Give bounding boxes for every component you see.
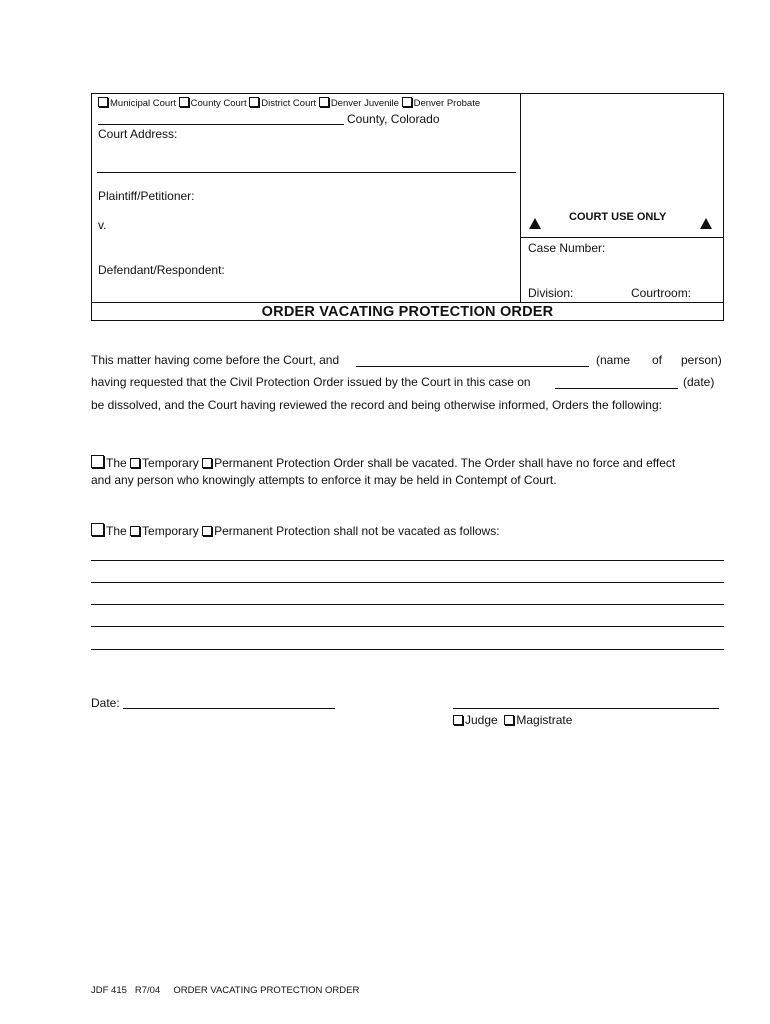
signature-date-field[interactable] <box>123 708 335 709</box>
order-date-field[interactable] <box>555 388 678 389</box>
name-label: (name <box>596 353 631 367</box>
county-name-field[interactable] <box>98 124 344 125</box>
form-number: JDF 415 <box>91 985 127 996</box>
municipal-court-label: Municipal Court <box>110 98 176 109</box>
footer-form-title: ORDER VACATING PROTECTION ORDER <box>173 985 360 996</box>
magistrate-label: Magistrate <box>516 713 573 727</box>
municipal-court-checkbox[interactable] <box>98 97 108 107</box>
defendant-label: Defendant/Respondent: <box>98 263 225 277</box>
court-address-label: Court Address: <box>98 127 178 141</box>
form-revision: R7/04 <box>134 985 161 996</box>
explanation-line-5[interactable] <box>91 649 724 650</box>
footer <box>91 985 359 996</box>
of-label: of <box>652 353 663 367</box>
title-rule <box>91 302 724 303</box>
body-line-1-text: This matter having come before the Court, and <box>91 353 340 367</box>
vacate-temporary-checkbox[interactable] <box>130 458 140 468</box>
court-use-rule <box>520 237 724 238</box>
magistrate-checkbox[interactable] <box>504 715 514 725</box>
signature-date-label: Date: <box>91 696 120 710</box>
case-number-label: Case Number: <box>528 241 606 255</box>
explanation-line-1[interactable] <box>91 560 724 561</box>
vacate-permanent-text: Permanent Protection Order shall be vacated. The Order shall have no force and effect <box>214 456 676 470</box>
caption-box <box>91 93 724 321</box>
denver-juvenile-label: Denver Juvenile <box>330 98 399 109</box>
denver-juvenile-checkbox[interactable] <box>319 97 329 107</box>
versus-label: v. <box>98 218 107 232</box>
not-vacate-temporary-label: Temporary <box>142 524 199 538</box>
court-use-only-label: COURT USE ONLY <box>569 211 667 223</box>
vacate-line-2: and any person who knowingly attempts to enforce it may be held in Contempt of Court. <box>91 473 557 487</box>
option-vacate <box>91 455 675 470</box>
explanation-line-3[interactable] <box>91 604 724 605</box>
date-label: (date) <box>683 375 715 389</box>
not-vacate-permanent-text: Permanent Protection shall not be vacated as follows: <box>214 524 500 538</box>
document-title: ORDER VACATING PROTECTION ORDER <box>261 304 554 320</box>
not-vacate-temporary-checkbox[interactable] <box>130 526 140 536</box>
vacate-checkbox[interactable] <box>91 455 104 468</box>
signer-role-row <box>453 713 572 727</box>
body-line-3-text: be dissolved, and the Court having reviewed the record and being otherwise informed, Orders the following: <box>91 398 662 412</box>
denver-probate-checkbox[interactable] <box>402 97 412 107</box>
vacate-the-label: The <box>106 456 127 470</box>
triangle-up-icon <box>529 218 541 229</box>
county-suffix: County, Colorado <box>347 112 440 126</box>
option-not-vacate <box>91 523 500 538</box>
explanation-line-2[interactable] <box>91 582 724 583</box>
triangle-up-icon <box>700 218 712 229</box>
judge-label: Judge <box>465 713 498 727</box>
explanation-line-4[interactable] <box>91 626 724 627</box>
division-label: Division: <box>528 286 574 300</box>
caption-divider <box>520 93 521 303</box>
district-court-label: District Court <box>261 98 317 109</box>
person-label: person) <box>681 353 722 367</box>
court-type-row <box>98 97 480 109</box>
body-line-2-text: having requested that the Civil Protection Order issued by the Court in this case on <box>91 375 531 389</box>
district-court-checkbox[interactable] <box>249 97 259 107</box>
county-court-checkbox[interactable] <box>179 97 189 107</box>
signature-field[interactable] <box>453 708 719 709</box>
not-vacate-checkbox[interactable] <box>91 523 104 536</box>
person-name-field[interactable] <box>356 366 589 367</box>
vacate-permanent-checkbox[interactable] <box>202 458 212 468</box>
not-vacate-permanent-checkbox[interactable] <box>202 526 212 536</box>
vacate-temporary-label: Temporary <box>142 456 199 470</box>
denver-probate-label: Denver Probate <box>413 98 481 109</box>
judge-checkbox[interactable] <box>453 715 463 725</box>
county-court-label: County Court <box>190 98 247 109</box>
courtroom-label: Courtroom: <box>631 286 692 300</box>
plaintiff-label: Plaintiff/Petitioner: <box>98 189 195 203</box>
not-vacate-the-label: The <box>106 524 127 538</box>
court-address-field[interactable] <box>97 172 516 173</box>
